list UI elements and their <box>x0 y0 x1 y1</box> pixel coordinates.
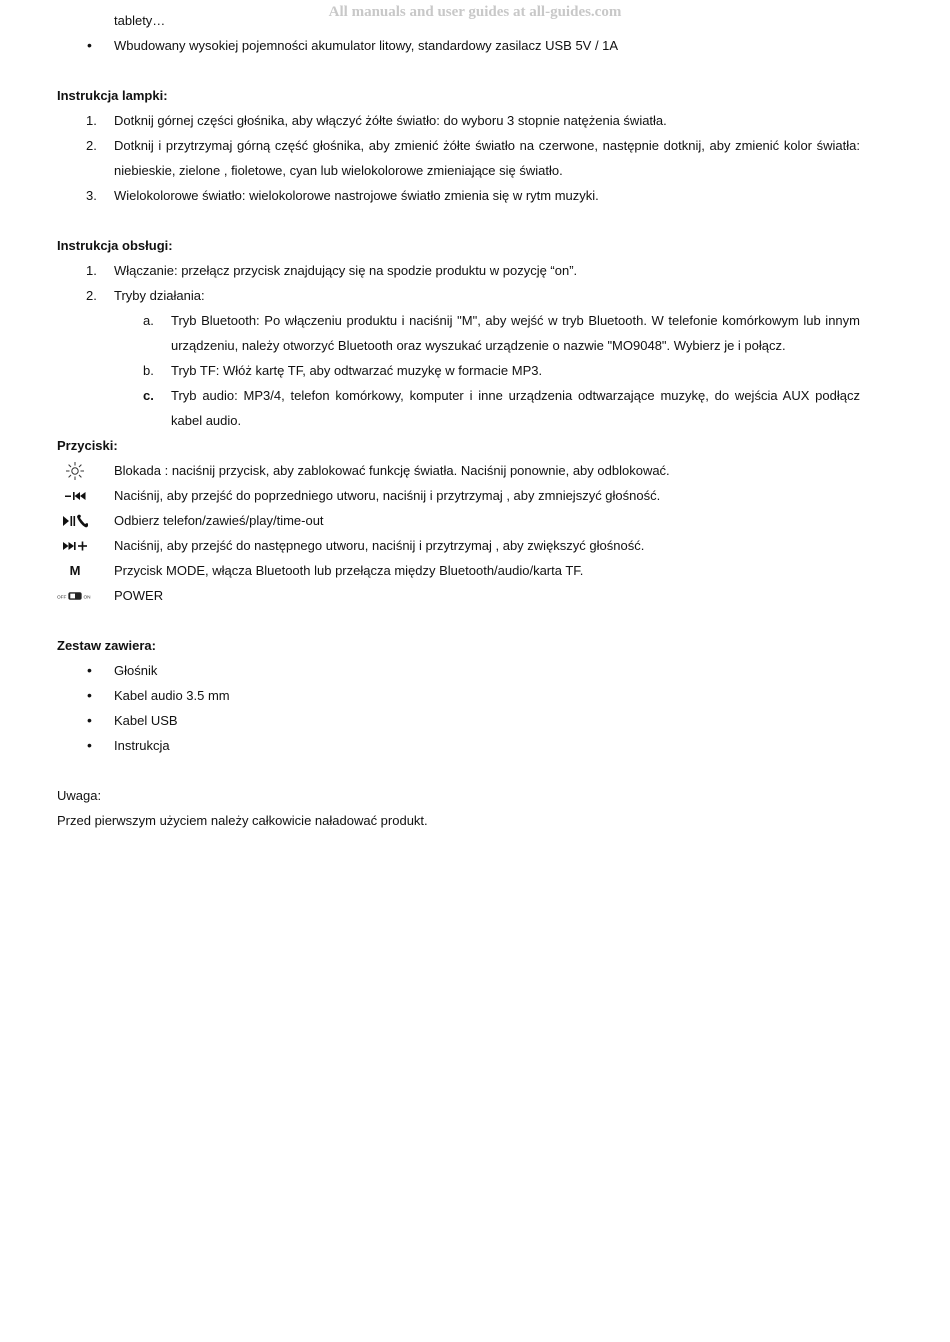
item-text: Dotknij górnej części głośnika, aby włączyć żółte światło: do wyboru 3 stopnie natężenia światła. <box>114 113 667 128</box>
bullet-icon: • <box>87 737 92 753</box>
item-number: 2. <box>86 138 97 153</box>
power-switch-icon <box>57 583 93 608</box>
button-text: POWER <box>114 588 164 603</box>
list-item-text: Kabel audio 3.5 mm <box>114 688 230 703</box>
note-text: Przed pierwszym użyciem należy całkowicie naładować produkt. <box>57 813 428 828</box>
button-text: Naciśnij, aby przejść do następnego utworu, naciśnij i przytrzymaj , aby zwiększyć głośność. <box>114 538 645 553</box>
button-text: Przycisk MODE, włącza Bluetooth lub przełącza między Bluetooth/audio/karta TF. <box>114 563 584 578</box>
item-number: 1. <box>86 263 97 278</box>
power-off-label: OFF <box>57 594 67 600</box>
item-text: Włączanie: przełącz przycisk znajdujący się na spodzie produktu w pozycję “on”. <box>114 263 578 278</box>
list-item-text: Kabel USB <box>114 713 178 728</box>
item-letter: a. <box>143 313 154 328</box>
list-item <box>57 108 860 133</box>
list-item <box>57 33 860 58</box>
manual-page <box>57 8 860 833</box>
lamp-heading: Instrukcja lampki: <box>57 88 168 103</box>
watermark: All manuals and user guides at all-guides.com <box>328 4 622 20</box>
item-number: 1. <box>86 113 97 128</box>
item-letter: b. <box>143 363 154 378</box>
list-item <box>57 133 860 183</box>
button-text: Blokada : naciśnij przycisk, aby zablokować funkcję światła. Naciśnij ponownie, aby odblokować. <box>114 463 670 478</box>
play-pause-phone-icon <box>57 508 93 533</box>
item-number: 2. <box>86 288 97 303</box>
list-item <box>57 283 860 308</box>
list-item <box>57 183 860 208</box>
bullet-icon: • <box>87 712 92 728</box>
button-text: Odbierz telefon/zawieś/play/time-out <box>114 513 324 528</box>
list-item <box>57 258 860 283</box>
item-text: Tryb Bluetooth: Po włączeniu produktu i naciśnij "M", aby wejść w tryb Bluetooth. W telefonie komórkowym lub innym urządzeniu, należy otworzyć Bluetooth oraz wyszukać urządzenie o nazwie "MO9048". Wybierz je i połącz. <box>171 313 860 353</box>
item-text: Dotknij i przytrzymaj górną część głośnika, aby zmienić żółte światło na czerwone, następnie dotknij, aby zmienić kolor światła: niebieskie, zielone , fioletowe, cyan lub wielokolorowe zmieniające się światło. <box>114 138 860 178</box>
kit-list <box>57 658 860 758</box>
list-item <box>57 308 860 358</box>
button-description <box>57 483 860 508</box>
button-description <box>57 508 860 533</box>
continued-text: tablety… <box>114 13 166 28</box>
item-text: Tryby działania: <box>114 288 205 303</box>
kit-heading: Zestaw zawiera: <box>57 638 156 653</box>
bullet-icon: • <box>87 37 92 53</box>
list-item <box>57 708 860 733</box>
previous-volume-down-icon <box>57 483 93 508</box>
usage-instructions-list <box>57 258 860 308</box>
item-text: Wielokolorowe światło: wielokolorowe nastrojowe światło zmienia się w rytm muzyki. <box>114 188 599 203</box>
item-letter: c. <box>143 388 154 403</box>
power-on-label: ON <box>83 594 91 600</box>
list-item-text: Głośnik <box>114 663 158 678</box>
list-item <box>57 358 860 383</box>
light-icon <box>57 458 93 483</box>
bullet-icon: • <box>87 662 92 678</box>
button-description <box>57 533 860 558</box>
list-item <box>57 383 860 433</box>
bullet-icon: • <box>87 687 92 703</box>
next-volume-up-icon <box>57 533 93 558</box>
list-item-text: Wbudowany wysokiej pojemności akumulator litowy, standardowy zasilacz USB 5V / 1A <box>114 38 619 53</box>
buttons-list <box>57 458 860 608</box>
list-item <box>57 683 860 708</box>
item-text: Tryb audio: MP3/4, telefon komórkowy, komputer i inne urządzenia odtwarzające muzykę, do wejścia AUX podłącz kabel audio. <box>171 388 860 428</box>
mode-icon: M <box>69 563 81 578</box>
modes-list <box>57 308 860 433</box>
list-item <box>57 658 860 683</box>
button-description <box>57 458 860 483</box>
button-text: Naciśnij, aby przejść do poprzedniego utworu, naciśnij i przytrzymaj , aby zmniejszyć głośność. <box>114 488 661 503</box>
button-description <box>57 583 860 608</box>
item-text: Tryb TF: Włóż kartę TF, aby odtwarzać muzykę w formacie MP3. <box>171 363 543 378</box>
list-item <box>57 733 860 758</box>
usage-heading: Instrukcja obsługi: <box>57 238 173 253</box>
button-description <box>57 558 860 583</box>
list-item-text: Instrukcja <box>114 738 170 753</box>
lamp-instructions-list <box>57 108 860 208</box>
buttons-heading: Przyciski: <box>57 438 118 453</box>
item-number: 3. <box>86 188 97 203</box>
note-heading: Uwaga: <box>57 788 102 803</box>
